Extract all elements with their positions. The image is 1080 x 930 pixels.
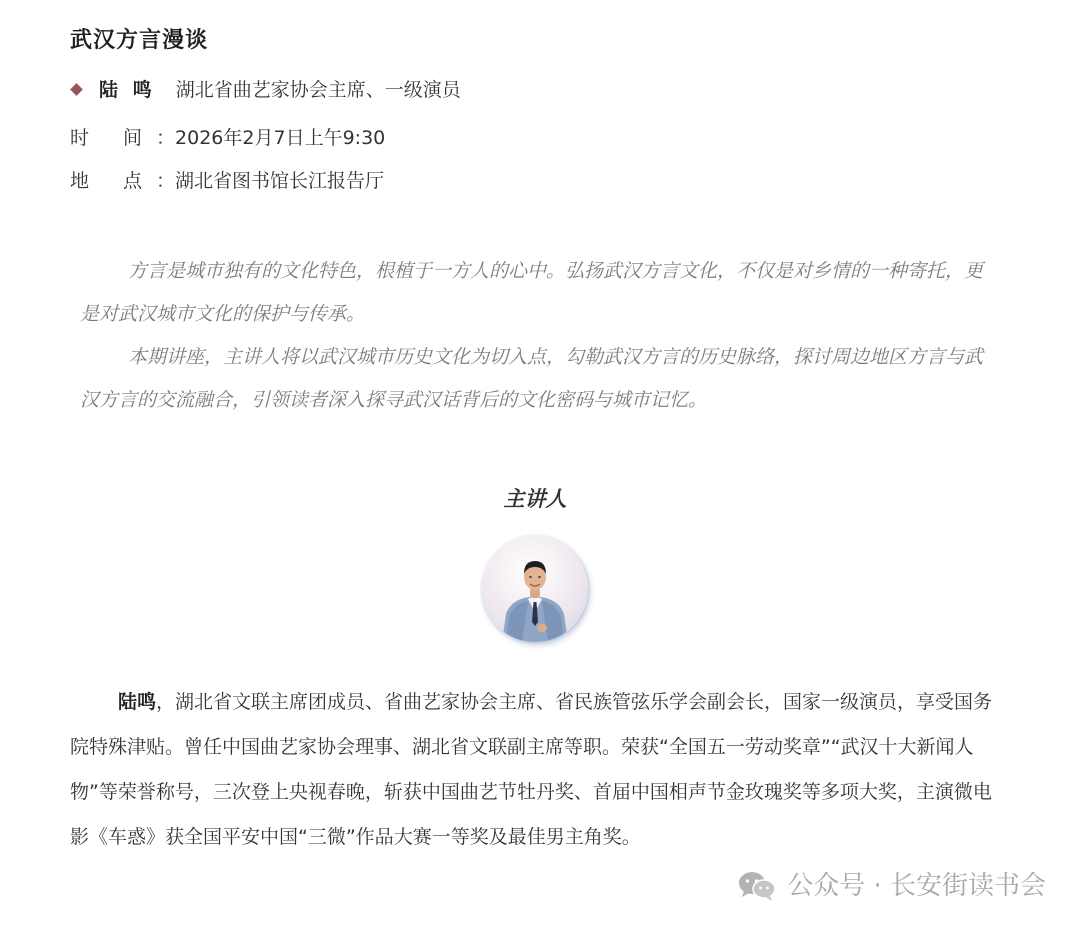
- diamond-bullet-icon: [70, 83, 83, 96]
- speaker-role: 湖北省曲艺家协会主席、一级演员: [175, 79, 461, 101]
- bio-name: 陆鸣: [118, 691, 157, 713]
- article-title: 武汉方言漫谈: [70, 28, 209, 53]
- time-line: [70, 122, 385, 154]
- watermark-text: 公众号 · 长安街读书会: [787, 871, 1046, 901]
- place-value: ：湖北省图书馆长江报告厅: [156, 170, 385, 192]
- place-label: 地 点: [70, 170, 157, 192]
- wechat-icon: [737, 870, 777, 902]
- time-label: 时 间: [70, 127, 157, 149]
- speaker-portrait-illustration: [482, 536, 588, 642]
- time-value: ：2026年2月7日上午9:30: [156, 127, 386, 149]
- section-heading: 主讲人: [503, 487, 567, 511]
- intro-paragraph-2: 本期讲座，主讲人将以武汉城市历史文化为切入点，勾勒武汉方言的历史脉络，探讨周边地区方言与武汉方言的交流融合，引领读者深入探寻武汉话背后的文化密码与城市记忆。: [80, 346, 984, 411]
- watermark: [737, 866, 1046, 906]
- bio-text: ，湖北省文联主席团成员、省曲艺家协会主席、省民族管弦乐学会副会长，国家一级演员，享受国务院特殊津贴。曾任中国曲艺家协会理事、湖北省文联副主席等职。荣获“全国五一劳动奖章”“武汉十大新闻人物”等荣誉称号，三次登上央视春晚，斩获中国曲艺节牡丹奖、首届中国相声节金玫瑰奖等多项大奖，主演微电影《车惑》获全国平安中国“三微”作品大赛一等奖及最佳男主角奖。: [70, 691, 993, 848]
- speaker-bio: [70, 680, 1005, 860]
- intro-paragraph-1: 方言是城市独有的文化特色，根植于一方人的心中。弘扬武汉方言文化，不仅是对乡情的一种寄托，更是对武汉城市文化的保护与传承。: [80, 260, 984, 325]
- speaker-portrait: [482, 536, 588, 642]
- speaker-line: [70, 74, 461, 106]
- speaker-name: 陆 鸣: [99, 79, 156, 101]
- intro-block: [80, 250, 1000, 422]
- place-line: [70, 165, 384, 197]
